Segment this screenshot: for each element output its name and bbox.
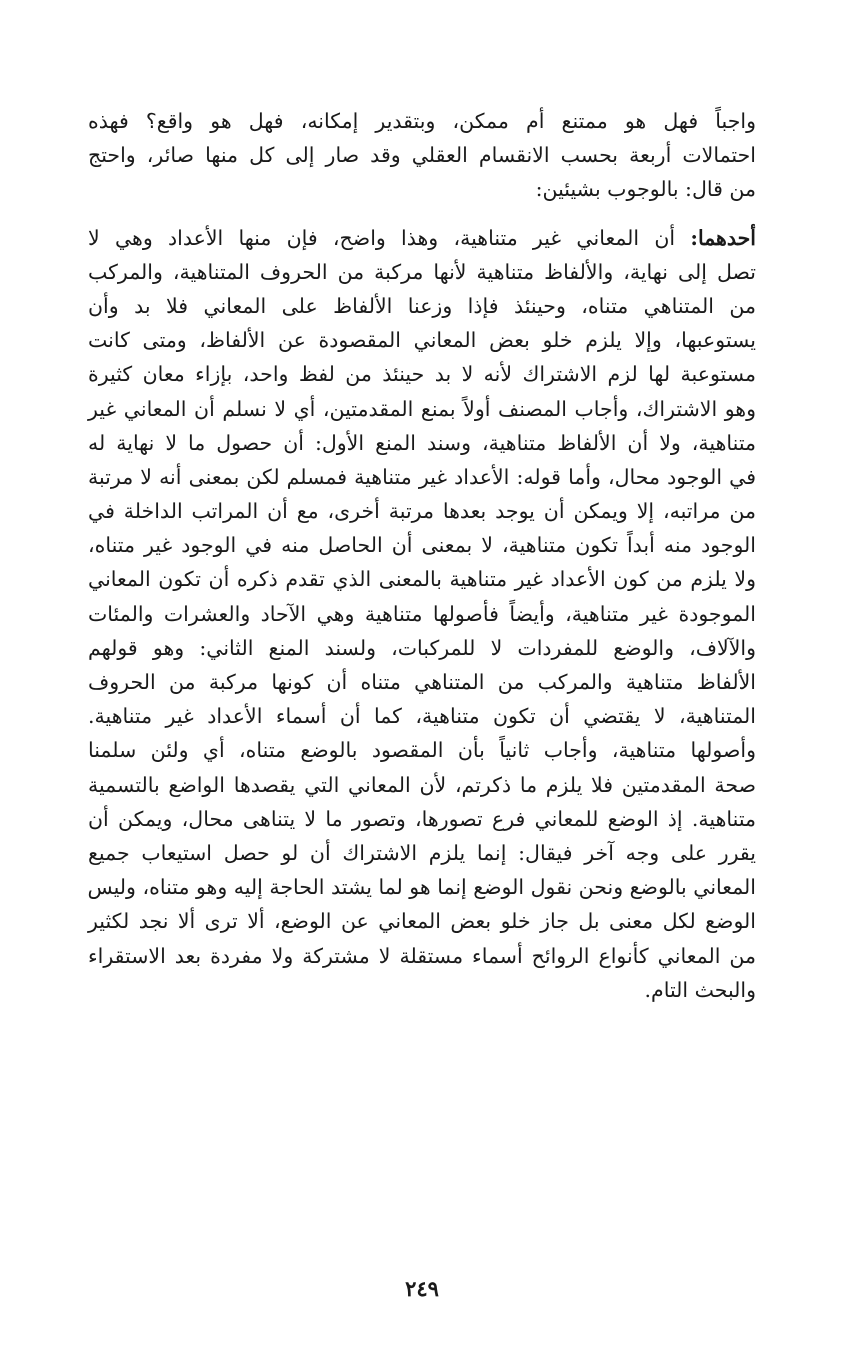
text-line: الوضع لكل معنى بل جاز خلو بعض المعاني عن الوضع، ألا ترى ألا نجد لكثير xyxy=(88,909,756,934)
text-line: ولا يلزم من كون الأعداد غير متناهية بالمعنى الذي تقدم ذكره أن تكون المعاني xyxy=(88,567,756,592)
text-line: واجباً فهل هو ممتنع أم ممكن، وبتقدير إمكانه، فهل هو واقع؟ فهذه xyxy=(88,109,756,133)
text-line: الألفاظ متناهية والمركب من المتناهي متناه أن كونها مركبة من الحروف xyxy=(88,670,756,694)
text-line: والبحث التام. xyxy=(644,977,756,1002)
paragraph-first-line-rest: أن المعاني غير متناهية، وهذا واضح، فإن منها الأعداد وهي لا xyxy=(88,225,691,250)
text-line: يستوعبها، وإلا يلزم خلو بعض المعاني المقصودة عن الألفاظ، ومتى كانت xyxy=(88,328,756,353)
text-line: من المتناهي متناه، وحينئذ فإذا وزعنا الألفاظ على المعاني فلا بد وأن xyxy=(88,293,756,318)
paragraph-lead-word: أحدهما: xyxy=(690,225,756,250)
text-line: من مراتبه، إلا ويمكن أن يوجد بعدها مرتبة أخرى، مع أن المراتب الداخلة في xyxy=(88,499,756,524)
text-line: الموجودة غير متناهية، وأيضاً فأصولها متناهية وهي الآحاد والعشرات والمئات xyxy=(88,601,756,626)
text-line: متناهية، ولا أن الألفاظ متناهية، وسند المنع الأول: أن حصول ما لا نهاية له xyxy=(88,430,756,455)
paragraph-2 xyxy=(88,221,756,1007)
text-line: تصل إلى نهاية، والألفاظ متناهية لأنها مركبة من الحروف المتناهية، والمركب xyxy=(88,259,756,284)
text-line: الوجود منه أبداً تكون متناهية، لا بمعنى أن الحاصل منه في الوجود غير متناه، xyxy=(88,533,756,558)
page-number: ٢٤٩ xyxy=(405,1276,439,1301)
text-line-first xyxy=(88,221,756,255)
text-line: المتناهية، لا يقتضي أن تكون متناهية، كما أن أسماء الأعداد غير متناهية. xyxy=(88,704,756,729)
paragraph-gap xyxy=(88,207,756,221)
paragraph-1 xyxy=(88,104,756,207)
text-line: في الوجود محال، وأما قوله: الأعداد غير متناهية فمسلم لكن بمعنى أنه لا مرتبة xyxy=(88,464,756,489)
text-line: من قال: بالوجوب بشيئين: xyxy=(535,177,756,202)
body-text xyxy=(88,104,756,1007)
text-line: من المعاني كأنواع الروائح أسماء مستقلة لا مشتركة ولا مفردة بعد الاستقراء xyxy=(88,943,756,968)
text-line: والآلاف، والوضع للمفردات لا للمركبات، ولسند المنع الثاني: وهو قولهم xyxy=(88,635,756,660)
text-line: وهو الاشتراك، وأجاب المصنف أولاً بمنع المقدمتين، أي لا نسلم أن المعاني غير xyxy=(88,396,756,421)
text-line: وأصولها متناهية، وأجاب ثانياً بأن المقصود بالوضع متناه، أي ولئن سلمنا xyxy=(88,738,756,763)
text-line: صحة المقدمتين فلا يلزم ما ذكرتم، لأن المعاني التي يقصدها الواضع بالتسمية xyxy=(88,772,756,797)
text-line: متناهية. إذ الوضع للمعاني فرع تصورها، وتصور ما لا يتناهى محال، ويمكن أن xyxy=(88,806,756,831)
text-line: يقرر على وجه آخر فيقال: إنما يلزم الاشتراك أن لو حصل استيعاب جميع xyxy=(88,840,756,865)
text-line: المعاني بالوضع ونحن نقول الوضع إنما هو لما يشتد الحاجة إليه وهو متناه، وليس xyxy=(87,875,756,900)
text-line: احتمالات أربعة بحسب الانقسام العقلي وقد صار إلى كل منها صائر، واحتج xyxy=(88,143,756,168)
text-line: مستوعبة لها لزم الاشتراك لأنه لا بد حينئذ من لفظ واحد، بإزاء معان كثيرة xyxy=(88,362,756,387)
